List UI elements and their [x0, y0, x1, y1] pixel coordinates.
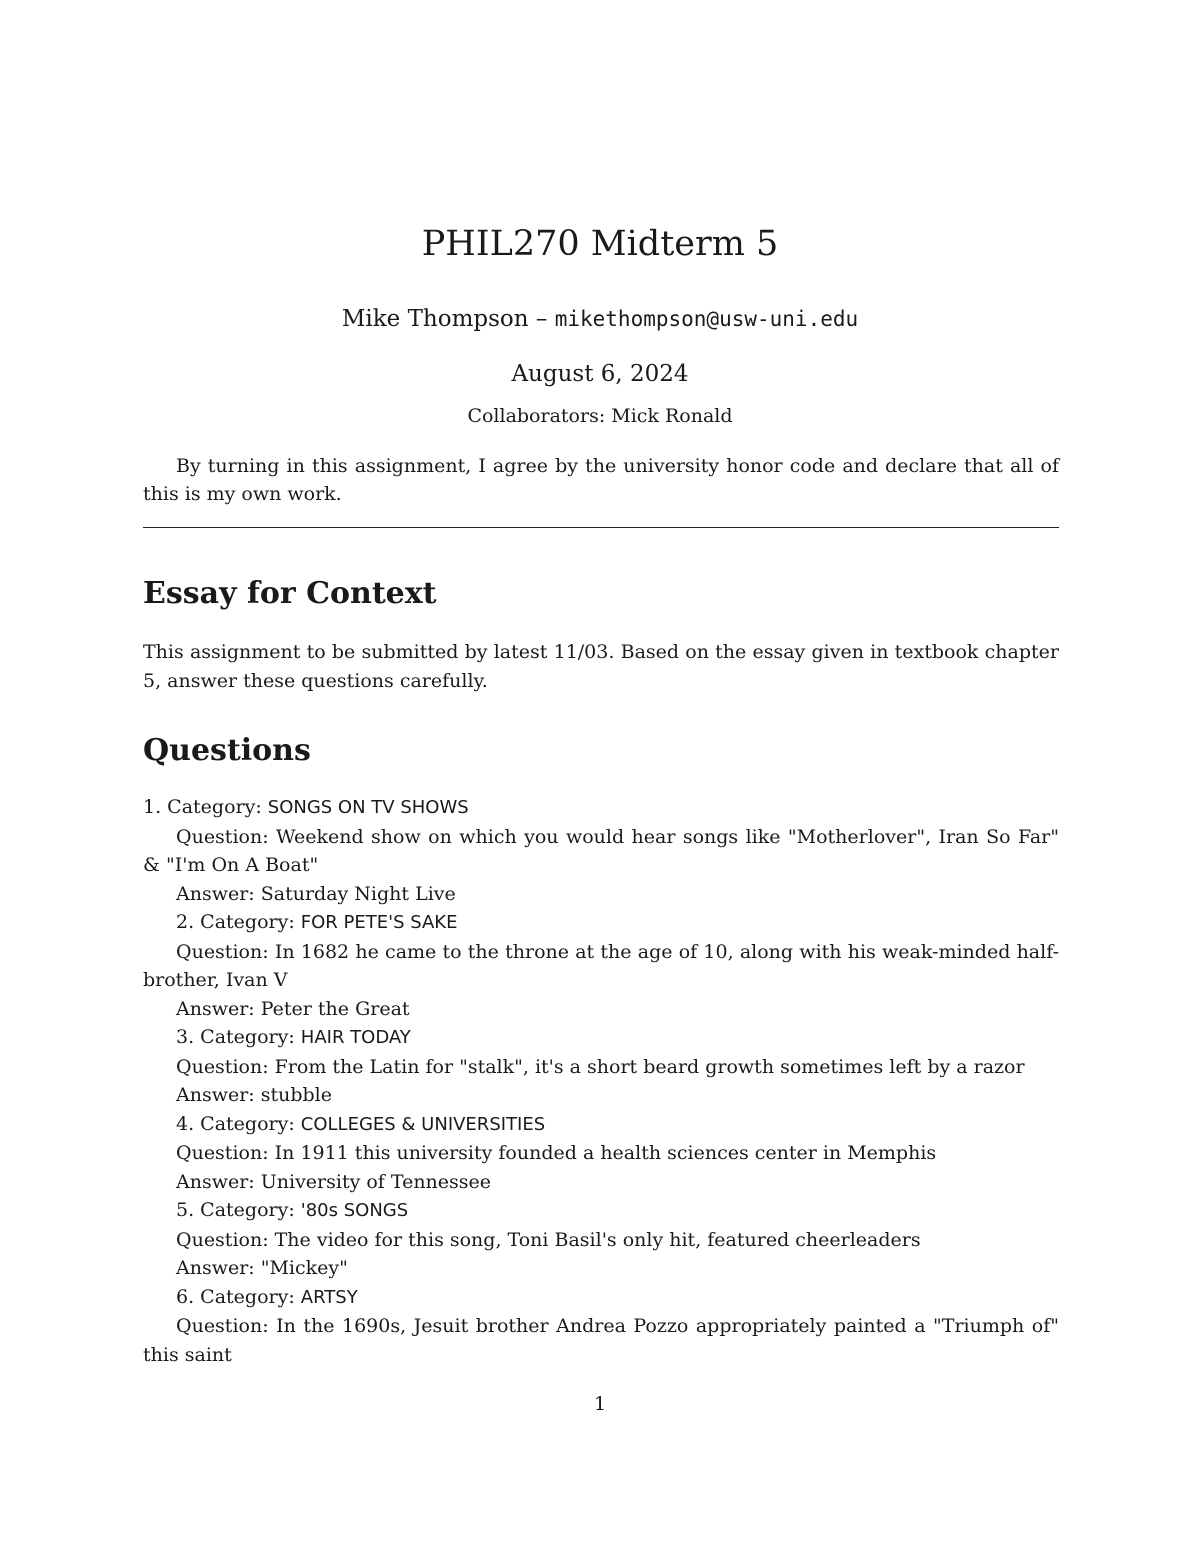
page-number: 1: [593, 1393, 607, 1415]
category-name: '80s SONGS: [300, 1200, 409, 1221]
answer-text: Answer: University of Tennessee: [176, 1170, 492, 1193]
category-name: COLLEGES & UNIVERSITIES: [300, 1113, 546, 1135]
document-title: PHIL270 Midterm 5: [421, 224, 779, 264]
honor-statement: By turning in this assignment, I agree by the university honor code and declare that all of this is my own work.: [143, 455, 1059, 505]
questions-list: [143, 793, 1059, 1369]
category-prefix: 4. Category:: [176, 1112, 301, 1135]
document-date: August 6, 2024: [511, 361, 689, 387]
question-category-line: [143, 1110, 1059, 1140]
category-prefix: 5. Category:: [176, 1199, 301, 1221]
question-text: Question: In the 1690s, Jesuit brother Andrea Pozzo appropriately painted a "Triumph of" this saint: [143, 1315, 1059, 1366]
author-email: mikethompson@usw-uni.edu: [554, 307, 859, 331]
category-name: SONGS ON TV SHOWS: [267, 797, 469, 818]
category-name: ARTSY: [300, 1286, 358, 1308]
questions-section-heading: Questions: [143, 733, 311, 768]
author-name: Mike Thompson: [341, 306, 529, 332]
category-prefix: 1. Category:: [143, 796, 268, 818]
category-name: HAIR TODAY: [300, 1027, 411, 1048]
question-text: Question: The video for this song, Toni Basil's only hit, featured cheerleaders: [176, 1228, 921, 1251]
question-text: Question: Weekend show on which you would hear songs like "Motherlover", Iran So Far" & "I'm On A Boat": [143, 825, 1059, 876]
answer-text: Answer: stubble: [176, 1084, 333, 1106]
question-category-line: [143, 908, 1059, 938]
category-name: FOR PETE'S SAKE: [300, 912, 458, 933]
answer-text: Answer: Saturday Night Live: [176, 882, 456, 905]
author-line: [0, 306, 1200, 332]
collaborators-value: Mick Ronald: [611, 405, 733, 427]
horizontal-rule: [143, 527, 1059, 528]
essay-section-heading: Essay for Context: [143, 576, 437, 611]
category-prefix: 2. Category:: [176, 911, 301, 933]
category-prefix: 3. Category:: [176, 1026, 301, 1048]
author-separator: –: [528, 306, 555, 332]
question-category-line: [143, 1196, 1059, 1226]
question-text: Question: In 1682 he came to the throne at the age of 10, along with his weak-minded half-brother, Ivan V: [143, 940, 1059, 991]
collaborators-label: Collaborators:: [467, 405, 606, 427]
question-category-line: [143, 793, 1059, 823]
question-category-line: [143, 1283, 1059, 1313]
question-text: Question: In 1911 this university founded a health sciences center in Memphis: [176, 1142, 937, 1164]
collaborators-line: [0, 405, 1200, 427]
question-text: Question: From the Latin for "stalk", it's a short beard growth sometimes left by a razor: [176, 1055, 1025, 1078]
answer-text: Answer: "Mickey": [176, 1257, 348, 1279]
answer-text: Answer: Peter the Great: [176, 997, 410, 1020]
question-category-line: [143, 1023, 1059, 1053]
essay-section-body: This assignment to be submitted by latest 11/03. Based on the essay given in textbook chapter 5, answer these questions carefully.: [143, 641, 1059, 692]
category-prefix: 6. Category:: [176, 1285, 301, 1308]
